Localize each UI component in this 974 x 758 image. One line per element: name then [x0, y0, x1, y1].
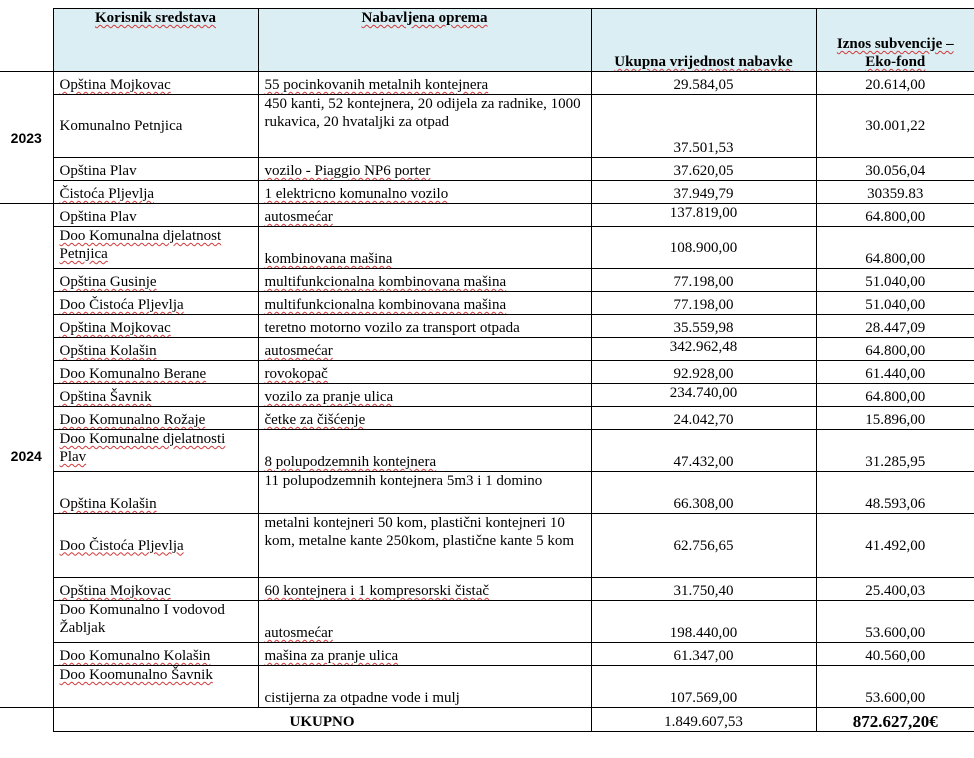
cell-subsidy: 48.593,06: [816, 472, 974, 514]
cell-value: 37.620,05: [591, 158, 816, 181]
cell-equipment-text: vozilo - Piaggio NP6 porter: [264, 163, 431, 179]
cell-equipment: [258, 292, 591, 315]
cell-equipment: [258, 430, 591, 472]
cell-equipment: [258, 643, 591, 666]
cell-user-text: Doo Komunalna djelatnost Petnjica: [59, 228, 222, 262]
cell-equipment: [258, 227, 591, 269]
header-total-value-text: Ukupna vrijednost nabavke: [614, 54, 793, 70]
cell-value: 47.432,00: [591, 430, 816, 472]
cell-subsidy: 64.800,00: [816, 204, 974, 227]
total-subsidy: 872.627,20€: [816, 708, 974, 732]
table-row: [0, 227, 974, 269]
cell-user-text: Doo Koomunalno Šavnik: [59, 667, 213, 683]
cell-subsidy: 64.800,00: [816, 384, 974, 407]
table-row: [0, 407, 974, 430]
cell-equipment: [258, 181, 591, 204]
cell-subsidy: 40.560,00: [816, 643, 974, 666]
cell-user: Doo Komunalno I vodovod Žabljak: [53, 601, 258, 643]
total-value: 1.849.607,53: [591, 708, 816, 732]
cell-subsidy: 28.447,09: [816, 315, 974, 338]
cell-subsidy: 51.040,00: [816, 292, 974, 315]
cell-equipment: [258, 72, 591, 95]
cell-equipment: [258, 361, 591, 384]
cell-equipment-text: autosmećar: [264, 343, 333, 359]
cell-equipment: [258, 578, 591, 601]
cell-user-text: Doo Komunalno Berane: [59, 366, 207, 382]
subsidy-document: [0, 8, 974, 732]
cell-equipment: [258, 384, 591, 407]
table-header-row: [0, 9, 974, 72]
table-row: [0, 578, 974, 601]
cell-equipment-text: autosmećar: [264, 625, 333, 641]
cell-equipment-text: vozilo za pranje ulica: [264, 389, 394, 405]
cell-user: [53, 361, 258, 384]
cell-value: 108.900,00: [591, 227, 816, 269]
cell-user: [53, 643, 258, 666]
cell-equipment: cistijerna za otpadne vode i mulj: [258, 666, 591, 708]
table-row: [0, 666, 974, 708]
table-row: [0, 601, 974, 643]
cell-user: [53, 407, 258, 430]
cell-value: 37.949,79: [591, 181, 816, 204]
header-year-cell: [0, 9, 53, 72]
cell-equipment: metalni kontejneri 50 kom, plastični kontejneri 10 kom, metalne kante 250kom, plastične kante 5 kom: [258, 514, 591, 578]
cell-user: [53, 227, 258, 269]
cell-equipment: [258, 601, 591, 643]
cell-equipment: 11 polupodzemnih kontejnera 5m3 i 1 domino: [258, 472, 591, 514]
cell-subsidy: 53.600,00: [816, 666, 974, 708]
cell-user-text: Doo Čistoća Pljevlja: [59, 537, 184, 554]
cell-value: 24.042,70: [591, 407, 816, 430]
cell-user: [53, 338, 258, 361]
header-equipment: [258, 9, 591, 72]
table-row: [0, 204, 974, 227]
cell-subsidy: 15.896,00: [816, 407, 974, 430]
cell-user: [53, 472, 258, 514]
cell-user-text: Doo Komunalne djelatnosti Plav: [59, 431, 226, 465]
total-row: [0, 708, 974, 732]
cell-equipment-text: 8 polupodzemnih kontejnera: [264, 454, 437, 470]
cell-user: [53, 514, 258, 578]
cell-user: [53, 315, 258, 338]
header-subsidy: [816, 9, 974, 72]
cell-value: 234.740,00: [591, 384, 816, 407]
cell-subsidy: 51.040,00: [816, 269, 974, 292]
table-row: [0, 472, 974, 514]
cell-equipment-text: autosmećar: [264, 209, 333, 225]
table-row: [0, 158, 974, 181]
cell-equipment-text: 1 elektricno komunalno vozilo: [264, 186, 449, 202]
cell-user-text: Opština Gusinje: [59, 274, 157, 290]
cell-user-text: Opština Kolašin: [59, 343, 157, 359]
cell-equipment-text: multifunkcionalna kombinovana mašina: [264, 274, 507, 290]
cell-user: Opština Plav: [53, 204, 258, 227]
table-row: [0, 643, 974, 666]
cell-subsidy: 61.440,00: [816, 361, 974, 384]
cell-subsidy: 30359.83: [816, 181, 974, 204]
table-row: [0, 384, 974, 407]
cell-user-text: Komunalno Petnjica: [59, 118, 183, 134]
header-user-text: Korisnik sredstava: [95, 10, 216, 26]
cell-user-text: Doo Komunalno Kolašin: [59, 648, 211, 664]
table-row: [0, 72, 974, 95]
cell-subsidy: 30.056,04: [816, 158, 974, 181]
cell-subsidy: 53.600,00: [816, 601, 974, 643]
cell-user-text: Opština Šavnik: [59, 389, 152, 405]
table-row: [0, 292, 974, 315]
cell-user-text: Opština Mojkovac: [59, 77, 171, 93]
cell-equipment: [258, 338, 591, 361]
header-subsidy-text: Iznos subvencije – Eko-fond: [836, 36, 954, 70]
table-row: [0, 269, 974, 292]
cell-equipment-text: mašina za pranje ulica: [264, 648, 399, 664]
table-row: [0, 338, 974, 361]
cell-subsidy: 31.285,95: [816, 430, 974, 472]
cell-subsidy: 25.400,03: [816, 578, 974, 601]
cell-equipment: [258, 407, 591, 430]
header-total-value: [591, 9, 816, 72]
cell-user: [53, 72, 258, 95]
cell-user: [53, 95, 258, 158]
cell-value: 61.347,00: [591, 643, 816, 666]
table-row: [0, 430, 974, 472]
cell-value: 107.569,00: [591, 666, 816, 708]
table-row: [0, 95, 974, 158]
cell-subsidy: 64.800,00: [816, 338, 974, 361]
cell-value: 137.819,00: [591, 204, 816, 227]
cell-user: [53, 181, 258, 204]
cell-equipment: [258, 158, 591, 181]
year-2023: 2023: [0, 72, 53, 204]
cell-value: 31.750,40: [591, 578, 816, 601]
cell-user: [53, 666, 258, 708]
table-row: [0, 514, 974, 578]
cell-value: 342.962,48: [591, 338, 816, 361]
cell-user-text: Opština Kolašin: [59, 496, 157, 512]
cell-equipment: teretno motorno vozilo za transport otpada: [258, 315, 591, 338]
cell-subsidy: 20.614,00: [816, 72, 974, 95]
cell-equipment-text: 60 kontejnera i 1 kompresorski čistač: [264, 583, 490, 599]
cell-user-text: Opština Mojkovac: [59, 583, 171, 599]
cell-user: [53, 292, 258, 315]
cell-value: 77.198,00: [591, 269, 816, 292]
cell-value: 62.756,65: [591, 514, 816, 578]
cell-subsidy: 64.800,00: [816, 227, 974, 269]
table-row: [0, 315, 974, 338]
cell-equipment-text: četke za čišćenje: [264, 412, 366, 428]
cell-value: 35.559,98: [591, 315, 816, 338]
cell-equipment-text: 55 pocinkovanih metalnih kontejnera: [264, 77, 489, 93]
cell-value: 77.198,00: [591, 292, 816, 315]
table-row: [0, 181, 974, 204]
cell-value: 37.501,53: [591, 95, 816, 158]
table-row: [0, 361, 974, 384]
cell-equipment: [258, 269, 591, 292]
cell-value: 92.928,00: [591, 361, 816, 384]
cell-user: [53, 269, 258, 292]
cell-equipment-text: multifunkcionalna kombinovana mašina: [264, 297, 507, 313]
cell-user-text: Doo Komunalno Rožaje: [59, 412, 206, 428]
cell-user: Opština Plav: [53, 158, 258, 181]
header-equipment-text: Nabavljena oprema: [361, 10, 488, 26]
cell-subsidy: 30.001,22: [816, 95, 974, 158]
year-2024: 2024: [0, 204, 53, 708]
total-label: UKUPNO: [53, 708, 591, 732]
cell-user-text: Doo Čistoća Pljevlja: [59, 297, 184, 313]
subsidy-table: [0, 8, 974, 732]
cell-equipment-text: rovokopač: [264, 366, 328, 382]
total-year-cell: [0, 708, 53, 732]
cell-subsidy: 41.492,00: [816, 514, 974, 578]
cell-equipment: 450 kanti, 52 kontejnera, 20 odijela za radnike, 1000 rukavica, 20 hvataljki za otpad: [258, 95, 591, 158]
cell-value: 29.584,05: [591, 72, 816, 95]
cell-user: [53, 578, 258, 601]
cell-user-text: Čistoća Pljevlja: [59, 186, 155, 202]
header-user: [53, 9, 258, 72]
cell-user: [53, 430, 258, 472]
cell-user: [53, 384, 258, 407]
cell-equipment-text: kombinovana mašina: [264, 251, 393, 267]
cell-user-text: Opština Mojkovac: [59, 320, 171, 336]
cell-equipment: [258, 204, 591, 227]
cell-value: 198.440,00: [591, 601, 816, 643]
cell-value: 66.308,00: [591, 472, 816, 514]
